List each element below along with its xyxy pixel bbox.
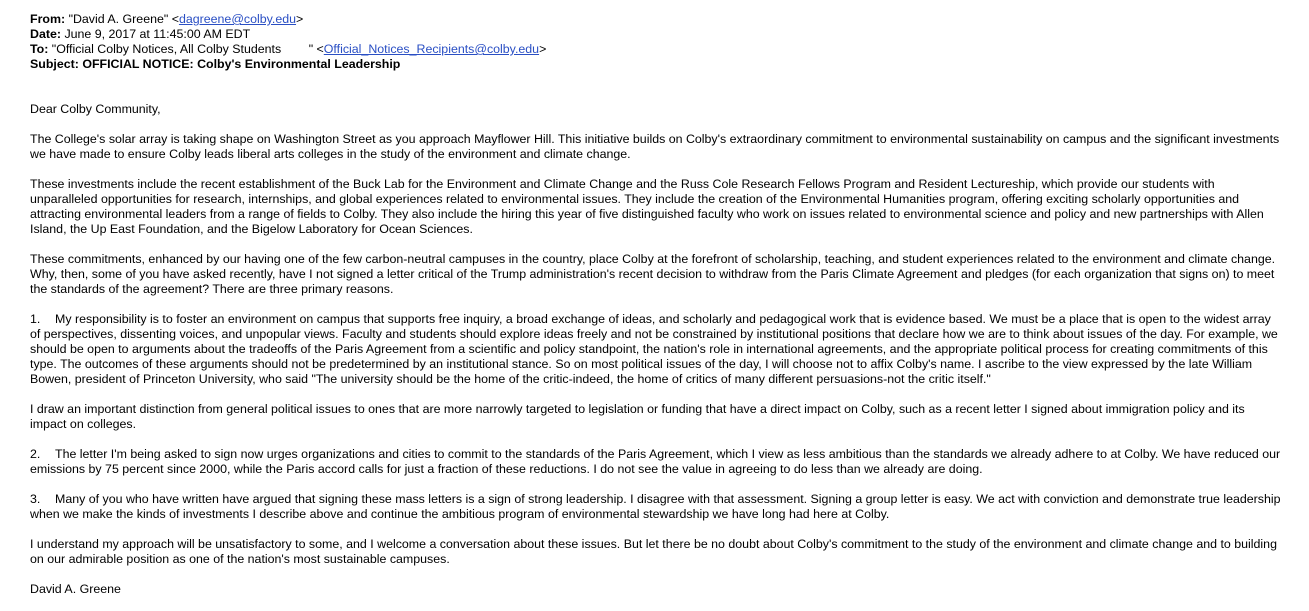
reason-number-1: 1. (30, 312, 41, 326)
reason-number-3: 3. (30, 492, 41, 506)
date-value: June 9, 2017 at 11:45:00 AM EDT (64, 27, 251, 41)
date-line (30, 27, 1282, 42)
paragraph-reason-1 (30, 312, 1282, 387)
from-close: > (296, 12, 304, 26)
paragraph-closing: I understand my approach will be unsatisfactory to some, and I welcome a conversation about these issues. But let there be no doubt about Colby's commitment to the study of the environment and climate change and to building on our admirable position as one of the nation's most sustainable campuses. (30, 537, 1277, 566)
subject-value: OFFICIAL NOTICE: Colby's Environmental Leadership (82, 57, 401, 71)
paragraph-reason-2 (30, 447, 1282, 477)
greeting: Dear Colby Community, (30, 102, 161, 116)
to-line (30, 42, 1282, 57)
to-close: > (539, 42, 547, 56)
to-label: To: (30, 42, 49, 56)
from-name: "David A. Greene" < (68, 12, 179, 26)
from-line (30, 12, 1282, 27)
to-name: "Official Colby Notices, All Colby Students " < (51, 42, 324, 56)
email-message (30, 12, 1282, 597)
subject-label: Subject: (30, 57, 79, 71)
date-label: Date: (30, 27, 61, 41)
from-label: From: (30, 12, 66, 26)
to-email-link[interactable]: Official_Notices_Recipients@colby.edu (323, 42, 540, 56)
email-body (30, 102, 1282, 597)
paragraph-reason-3 (30, 492, 1282, 522)
paragraph-commitments: These commitments, enhanced by our having one of the few carbon-neutral campuses in the country, place Colby at the forefront of scholarship, teaching, and student experiences related to the environment and climate change. Why, then, some of you have asked recently, have I not signed a letter critical of the Trump administration's recent decision to withdraw from the Paris Climate Agreement and pledges (for each organization that signs on) to meet the standards of the agreement? There are three primary reasons. (30, 252, 1276, 296)
paragraph-distinction: I draw an important distinction from general political issues to ones that are more narrowly targeted to legislation or funding that have a direct impact on Colby, such as a recent letter I signed about immigration policy and its impact on colleges. (30, 402, 1245, 431)
reason-1-text: My responsibility is to foster an environment on campus that supports free inquiry, a broad exchange of ideas, and scholarly and pedagogical work that is evidence based. We must be a place that is open to the widest array of perspectives, dissenting voices, and unpopular views. Faculty and students should explore ideas freely and not be constrained by institutional positions that declare how we are to think about issues of the day. For example, we should be open to arguments about the tradeoffs of the Paris Agreement from a scientific and policy standpoint, the nation's role in international agreements, and the appropriate political process for creating commitments of this type. The outcomes of these arguments should not be predetermined by an institutional stance. So on most political issues of the day, I will choose not to affix Colby's name. I ascribe to the view expressed by the late William Bowen, president of Princeton University, who said "The university should be the home of the critic-indeed, the home of critics of many different persuasions-not the critic itself." (30, 312, 1278, 386)
paragraph-investments: These investments include the recent establishment of the Buck Lab for the Environment and Climate Change and the Russ Cole Research Fellows Program and Resident Lectureship, which provide our students with unparalleled opportunities for research, internships, and global experiences related to environmental issues. They include the creation of the Environmental Humanities program, offering exciting scholarly opportunities and attracting environmental leaders from a range of fields to Colby. They also include the hiring this year of five distinguished faculty who work on issues related to environmental science and policy and new partnerships with Allen Island, the Up East Foundation, and the Bigelow Laboratory for Ocean Sciences. (30, 177, 1264, 236)
reason-number-2: 2. (30, 447, 41, 461)
subject-line (30, 57, 1282, 72)
reason-3-text: Many of you who have written have argued that signing these mass letters is a sign of strong leadership. I disagree with that assessment. Signing a group letter is easy. We act with conviction and demonstrate true leadership when we make the kinds of investments I describe above and continue the ambitious program of environmental stewardship we have long had here at Colby. (30, 492, 1281, 521)
paragraph-solar-array: The College's solar array is taking shape on Washington Street as you approach Mayflower Hill. This initiative builds on Colby's extraordinary commitment to environmental sustainability on campus and the significant investments we have made to ensure Colby leads liberal arts colleges in the study of the environment and climate change. (30, 132, 1280, 161)
signature: David A. Greene (30, 582, 121, 596)
reason-2-text: The letter I'm being asked to sign now urges organizations and cities to commit to the standards of the Paris Agreement, which I view as less ambitious than the standards we already adhere to at Colby. We have reduced our emissions by 75 percent since 2000, while the Paris accord calls for just a fraction of these reductions. I do not see the value in agreeing to do less than we already are doing. (30, 447, 1281, 476)
from-email-link[interactable]: dagreene@colby.edu (178, 12, 297, 26)
email-headers (30, 12, 1282, 72)
